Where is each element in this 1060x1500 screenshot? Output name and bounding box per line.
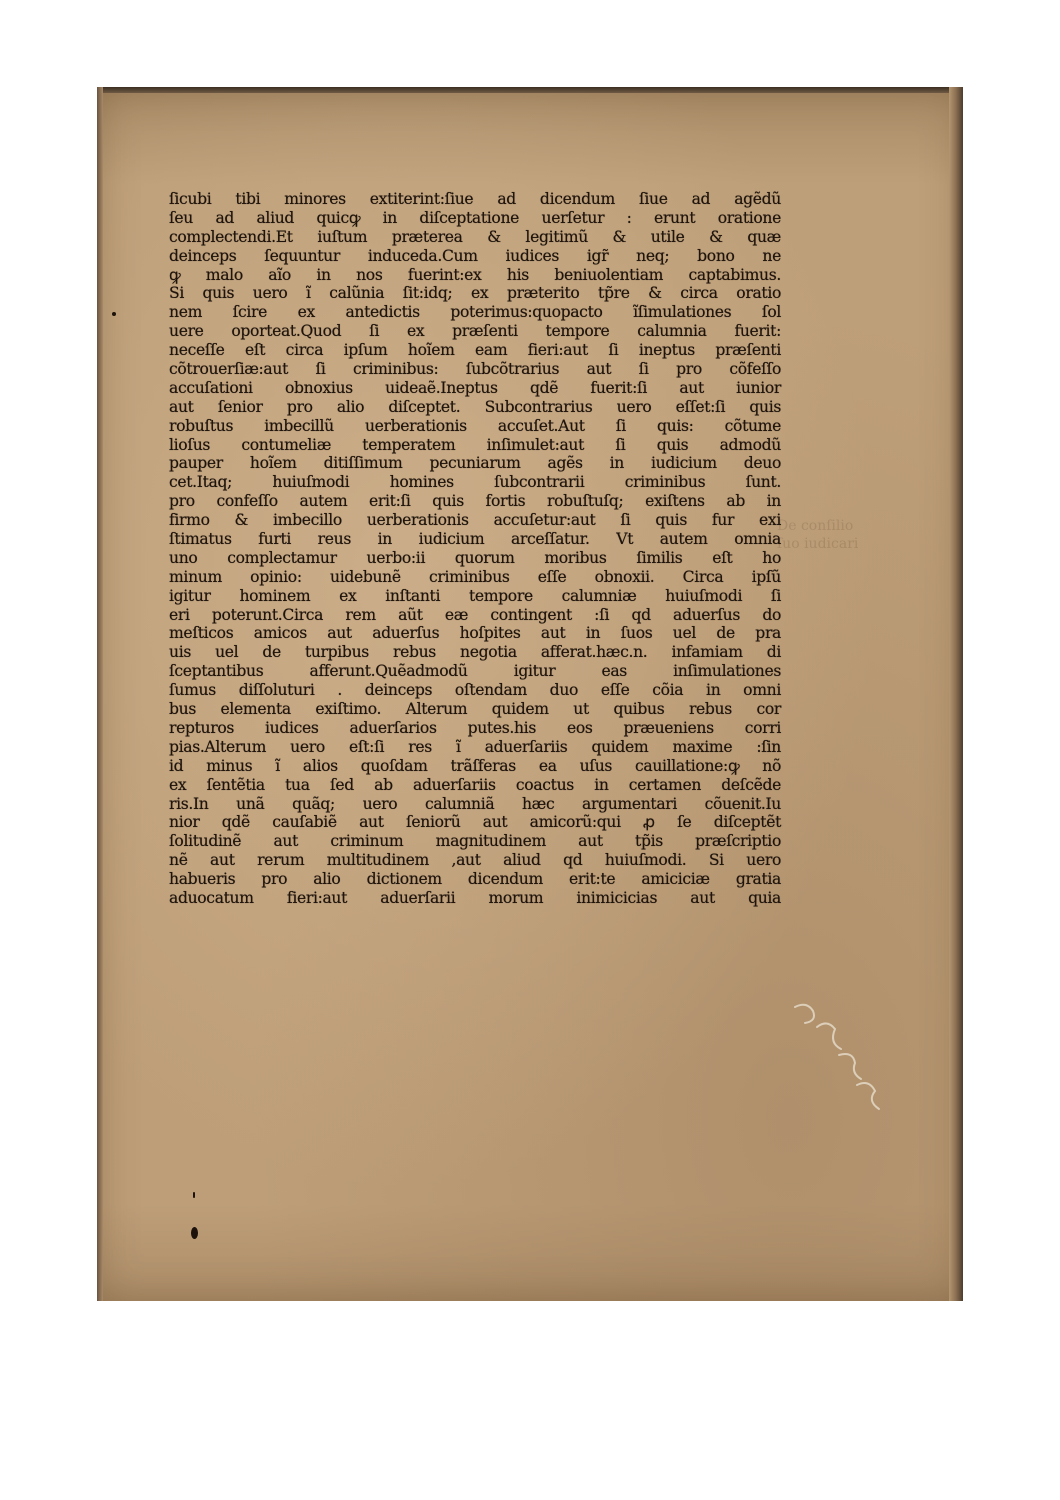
text-line: ſolitudinẽ aut criminum magnitudinem aut tp̃is præſcriptio — [169, 832, 781, 851]
ink-speck — [193, 1192, 195, 1198]
text-line: accuſationi obnoxius uideaẽ.Ineptus qdẽ fuerit:ſi aut iunior — [169, 378, 781, 397]
text-line: id minus ĩ alios quoſdam trãſferas ea uſus cauillatione:ꝙ nõ — [169, 756, 781, 775]
text-line: bus elementa exiſtimo. Alterum quidem ut quibus rebus cor — [169, 700, 781, 719]
text-line: minum opinio: uidebunẽ criminibus eſſe obnoxii. Circa ipſũ — [169, 567, 781, 586]
text-line: pias.Alterum uero eſt:ſi res ĩ aduerſariis quidem maxime :ſin — [169, 737, 781, 756]
page-top-edge — [97, 87, 963, 93]
text-line: complectendi.Et iuſtum præterea & legitimũ & utile & quæ — [169, 227, 781, 246]
text-line: deinceps ſequuntur induceda.Cum iudices igr̃ neq; bono ne — [169, 246, 781, 265]
page-right-edge — [949, 87, 963, 1301]
text-line: robuſtus imbecillũ uerberationis accuſet.Aut ſi quis: cõtume — [169, 416, 781, 435]
ink-speck — [112, 312, 116, 316]
text-line: neceſſe eſt circa ipſum hoĩem eam fieri:aut ſi ineptus præſenti — [169, 341, 781, 360]
text-line: eri poterunt.Circa rem aũt eæ contingent :ſi qd aduerſus do — [169, 605, 781, 624]
stamp-watermark — [787, 997, 897, 1117]
text-line: nior qdẽ cauſabiẽ aut ſeniorũ aut amicorũ:qui ꝓ ſe diſceptẽt — [169, 813, 781, 832]
text-line: uere oporteat.Quod ſi ex præſenti tempore calumnia fuerit: — [169, 322, 781, 341]
text-line: ſceptantibus afferunt.Quẽadmodũ igitur eas inſimulationes — [169, 662, 781, 681]
text-line: ex ſentẽtia tua ſed ab aduerſariis coactus in certamen deſcẽde — [169, 775, 781, 794]
scanned-page — [97, 87, 963, 1301]
show-through-line: ſuo iudicari — [777, 536, 859, 552]
page-left-edge — [97, 87, 103, 1301]
text-line: meſticos amicos aut aduerſus hoſpites aut in ſuos uel de pra — [169, 624, 781, 643]
text-line: aut ſenior pro alio diſceptet. Subcontrarius uero eſſet:ſi quis — [169, 397, 781, 416]
text-line: ꝙ malo aĩo in nos fuerint:ex his beniuolentiam captabimus. — [169, 265, 781, 284]
text-line: aduocatum fieri:aut aduerſarii morum inimicicias aut quia — [169, 888, 781, 907]
text-line: pro confeſſo autem erit:ſi quis fortis robuſtuſq; exiſtens ab in — [169, 492, 781, 511]
text-line: pauper hoĩem ditiſſimum pecuniarum agẽs in iudicium deuo — [169, 454, 781, 473]
text-line: cet.Itaq; huiuſmodi homines ſubcontrarii criminibus ſunt. — [169, 473, 781, 492]
text-line: nẽ aut rerum multitudinem ,aut aliud qd huiuſmodi. Si uero — [169, 851, 781, 870]
text-line: lioſus contumeliæ temperatem inſimulet:aut ſi quis admodũ — [169, 435, 781, 454]
text-line: habueris pro alio dictionem dicendum erit:te amiciciæ gratia — [169, 870, 781, 889]
show-through-text — [777, 517, 858, 553]
text-line: cõtrouerſiæ:aut ſi criminibus: ſubcõtrarius aut ſi pro cõfeſſo — [169, 360, 781, 379]
text-line: nem ſcire ex antedictis poterimus:quopacto ĩſimulationes ſol — [169, 303, 781, 322]
text-block — [169, 190, 781, 908]
ink-speck — [191, 1227, 198, 1239]
show-through-line: De conſilio — [777, 518, 854, 534]
text-line: Si quis uero ĩ calũnia ſit:idq; ex præterito tp̃re & circa oratio — [169, 284, 781, 303]
text-line: firmo & imbecillo uerberationis accuſetur:aut ſi quis fur exi — [169, 511, 781, 530]
text-line: ſumus diſſoluturi . deinceps oſtendam duo eſſe cõia in omni — [169, 681, 781, 700]
text-line: ſeu ad aliud quicꝙ in diſceptatione uerſetur : erunt oratione — [169, 208, 781, 227]
text-line: ſicubi tibi minores extiterint:ſiue ad dicendum ſiue ad agẽdũ — [169, 190, 781, 208]
text-line: repturos iudices aduerſarios putes.his eos præueniens corri — [169, 718, 781, 737]
text-line: ſtimatus furti reus in iudicium arceſſatur. Vt autem omnia — [169, 530, 781, 549]
text-line: ris.In unã quãq; uero calumniã hæc argumentari cõuenit.Iu — [169, 794, 781, 813]
text-line: igitur hominem ex inſtanti tempore calumniæ huiuſmodi ſi — [169, 586, 781, 605]
text-line: uno complectamur uerbo:ii quorum moribus ſimilis eſt ho — [169, 548, 781, 567]
text-line: uis uel de turpibus rebus negotia afferat.hæc.n. infamiam di — [169, 643, 781, 662]
